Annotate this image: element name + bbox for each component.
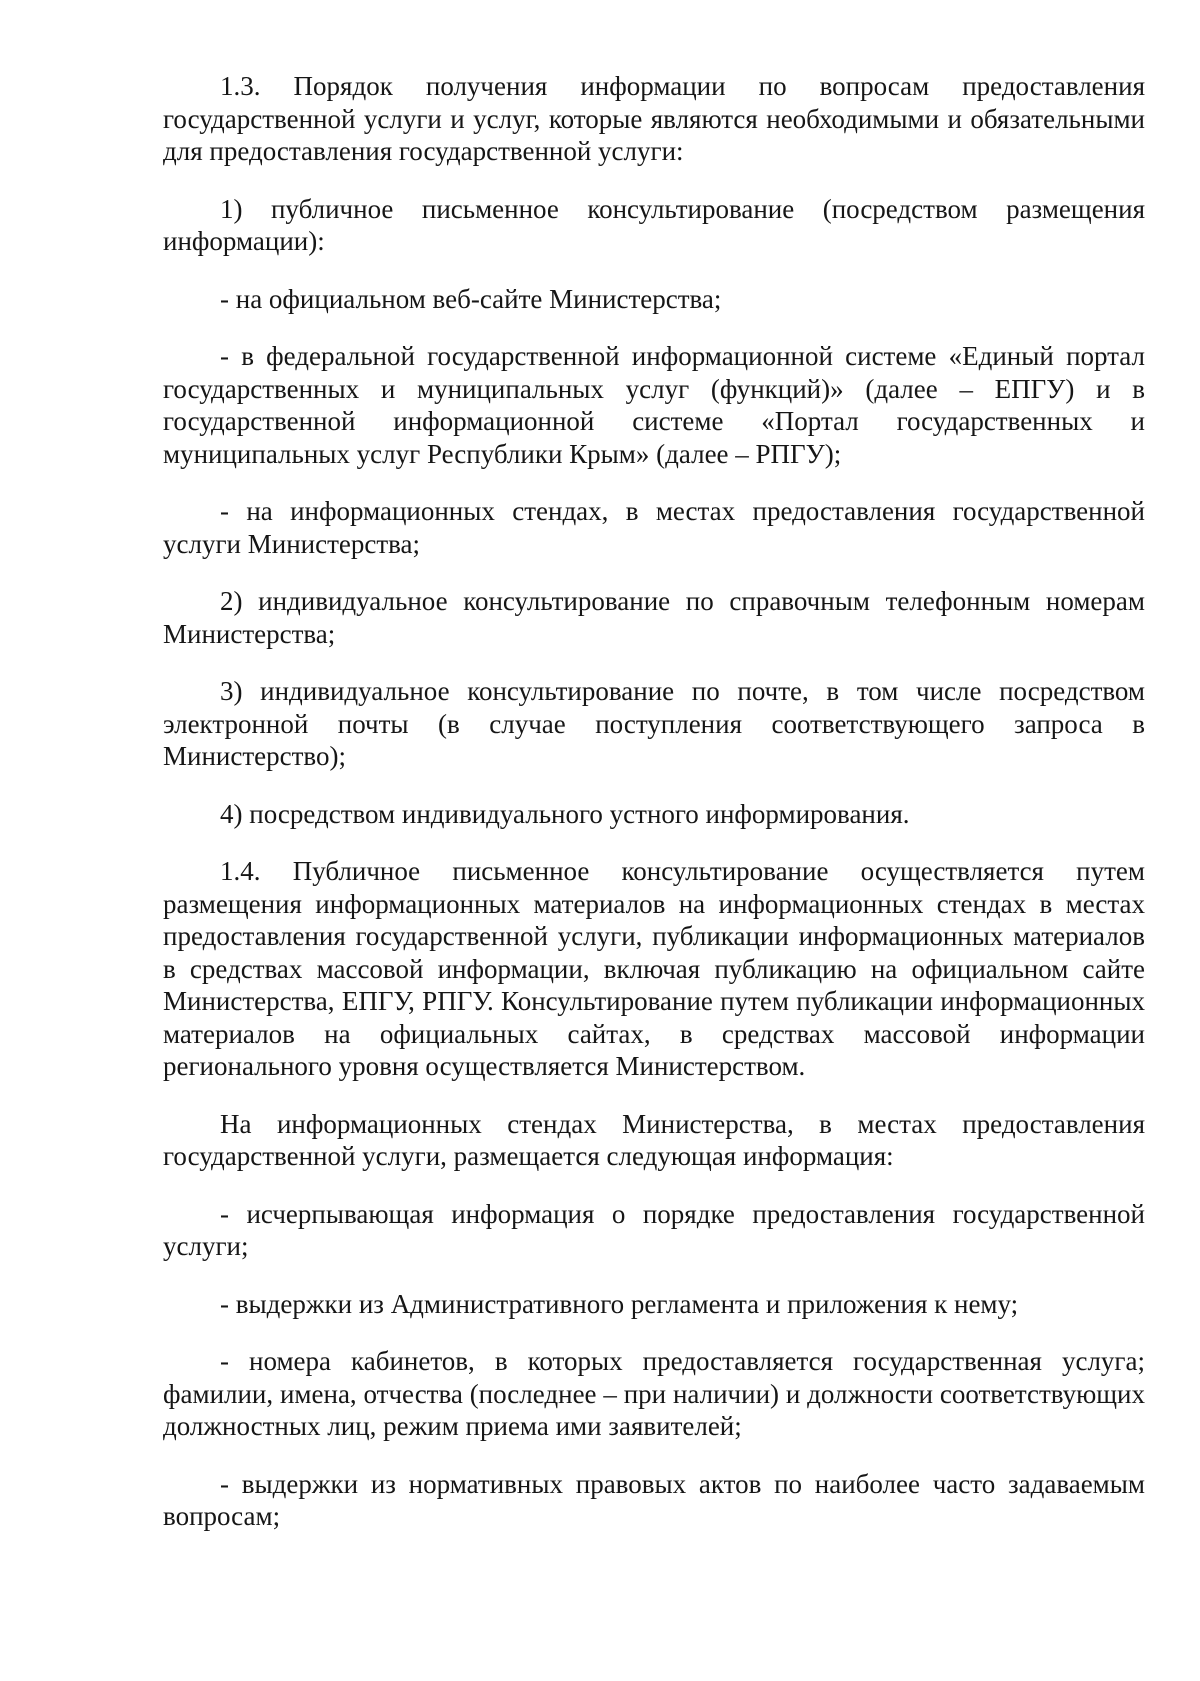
paragraph-bullet-stands: - на информационных стендах, в местах предоставления государственной услуги Министерства; <box>163 496 1145 559</box>
paragraph-bullet-epgu-rpgu: - в федеральной государственной информационной системе «Единый портал государственных и муниципальных услуг (функций)» (далее – ЕПГУ) и в государственной информационной системе «Портал государственных и муниципальных услуг Республики Крым» (далее – РПГУ); <box>163 341 1145 469</box>
paragraph-1-4: 1.4. Публичное письменное консультирование осуществляется путем размещения информационных материалов на информационных стендах в местах предоставления государственной услуги, публикации информационных материалов в средствах массовой информации, включая публикацию на официальном сайте Министерства, ЕПГУ, РПГУ. Консультирование путем публикации информационных материалов на официальных сайтах, в средствах массовой информации регионального уровня осуществляется Министерством. <box>163 856 1145 1081</box>
document-body <box>163 70 1145 1558</box>
paragraph-bullet-regulation: - выдержки из Административного регламента и приложения к нему; <box>220 1288 1019 1319</box>
paragraph-item-3: 3) индивидуальное консультирование по почте, в том числе посредством электронной почты (в случае поступления соответствующего запроса в Министерство); <box>163 676 1145 771</box>
paragraph-bullet-procedure: - исчерпывающая информация о порядке предоставления государственной услуги; <box>163 1198 1145 1261</box>
paragraph-item-1: 1) публичное письменное консультирование (посредством размещения информации): <box>163 193 1145 256</box>
paragraph-1-3-heading: 1.3. Порядок получения информации по вопросам предоставления государственной услуги и услуг, которые являются необходимыми и обязательными для предоставления государственной услуги: <box>163 71 1145 166</box>
paragraph-item-2: 2) индивидуальное консультирование по справочным телефонным номерам Министерства; <box>163 586 1145 649</box>
paragraph-bullet-legal-acts: - выдержки из нормативных правовых актов по наиболее часто задаваемым вопросам; <box>163 1468 1145 1531</box>
paragraph-item-4: 4) посредством индивидуального устного информирования. <box>220 798 910 829</box>
paragraph-bullet-offices: - номера кабинетов, в которых предоставляется государственная услуга; фамилии, имена, отчества (последнее – при наличии) и должности соответствующих должностных лиц, режим приема ими заявителей; <box>163 1346 1145 1441</box>
paragraph-stands-info: На информационных стендах Министерства, в местах предоставления государственной услуги, размещается следующая информация: <box>163 1108 1145 1171</box>
paragraph-bullet-website: - на официальном веб-сайте Министерства; <box>220 283 722 314</box>
